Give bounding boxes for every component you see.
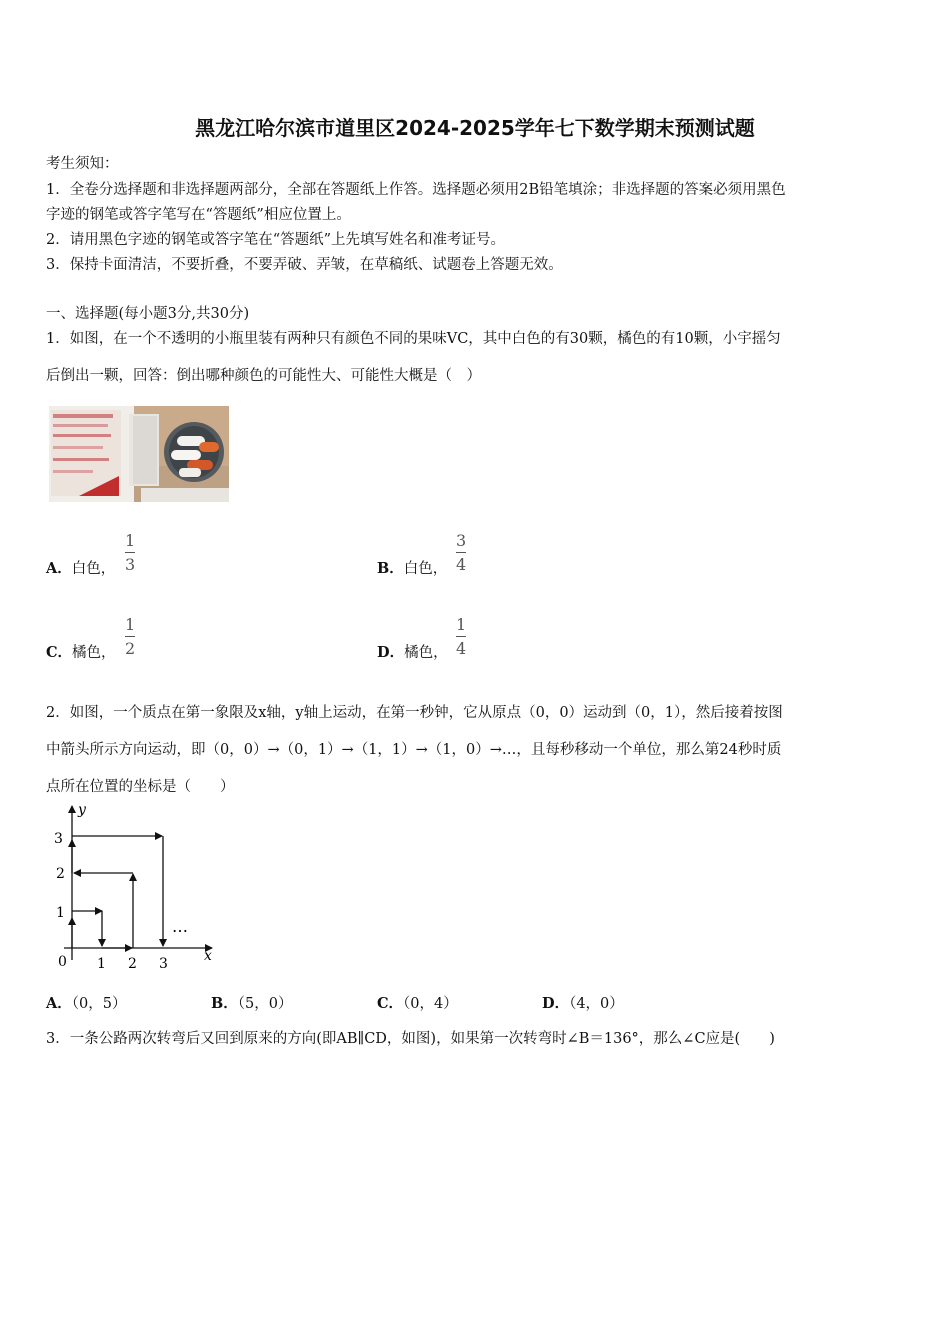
x-axis-label: x — [204, 948, 212, 964]
section-heading: 一、选择题(每小题3分,共30分) — [46, 306, 250, 322]
q1-option-a[interactable]: A．白色， — [46, 560, 116, 577]
notice-item-2: 2．请用黑色字迹的钢笔或答字笔在“答题纸”上先填写姓名和准考证号。 — [46, 232, 506, 248]
x-tick-3: 3 — [159, 956, 168, 972]
question-3-text: 3．一条公路两次转弯后又回到原来的方向(即AB∥CD，如图)，如果第一次转弯时∠B＝136°，那么∠C应是( ) — [46, 1031, 775, 1047]
page-title: 黑龙江哈尔滨市道里区2024-2025学年七下数学期末预测试题 — [195, 116, 755, 140]
q2-option-d[interactable]: D．（4，0） — [542, 995, 624, 1012]
q2-option-a[interactable]: A．（0，5） — [46, 995, 127, 1012]
question-1-text-cont: 后倒出一颗，回答：倒出哪种颜色的可能性大、可能性大概是（ ） — [46, 368, 481, 384]
origin-label: 0 — [58, 954, 67, 970]
q1-option-d[interactable]: D．橘色， — [377, 644, 448, 661]
x-tick-2: 2 — [128, 956, 137, 972]
question-2-text-cont: 中箭头所示方向运动，即（0，0）→（0，1）→（1，1）→（1，0）→…，且每秒移动一个单位，那么第24秒时质 — [46, 742, 782, 758]
notice-item-1-cont: 字迹的钢笔或答字笔写在“答题纸”相应位置上。 — [46, 207, 351, 223]
q1-option-c[interactable]: C．橘色， — [46, 644, 116, 661]
question-2-text-cont-2: 点所在位置的坐标是（ ） — [46, 779, 235, 795]
q1-option-b-fraction: 3 4 — [456, 531, 467, 574]
y-tick-3: 3 — [54, 831, 63, 847]
q1-option-b[interactable]: B．白色， — [377, 560, 448, 577]
question-1-text: 1．如图，在一个不透明的小瓶里装有两种只有颜色不同的果味VC，其中白色的有30颗，橘色的有10颗，小宇摇匀 — [46, 331, 781, 347]
particle-path-graph — [44, 800, 224, 975]
q2-option-b[interactable]: B．（5，0） — [211, 995, 293, 1012]
question-2-text: 2．如图，一个质点在第一象限及x轴，y轴上运动，在第一秒钟，它从原点（0，0）运动到（0，1），然后接着按图 — [46, 705, 783, 721]
y-tick-2: 2 — [56, 866, 65, 882]
q2-option-c[interactable]: C．（0，4） — [377, 995, 458, 1012]
x-tick-1: 1 — [97, 956, 106, 972]
continuation-ellipsis: … — [172, 917, 188, 936]
notice-item-3: 3．保持卡面清洁，不要折叠，不要弄破、弄皱，在草稿纸、试题卷上答题无效。 — [46, 257, 563, 273]
q1-option-d-fraction: 1 4 — [456, 615, 467, 658]
vitamin-bottle-photo — [49, 406, 229, 502]
y-axis-label: y — [78, 802, 86, 818]
q1-option-a-fraction: 1 3 — [125, 531, 136, 574]
y-tick-1: 1 — [56, 905, 65, 921]
q1-option-c-fraction: 1 2 — [125, 615, 136, 658]
notice-item-1: 1．全卷分选择题和非选择题两部分，全部在答题纸上作答。选择题必须用2B铅笔填涂；非选择题的答案必须用黑色 — [46, 182, 786, 198]
notice-heading: 考生须知： — [46, 156, 119, 172]
